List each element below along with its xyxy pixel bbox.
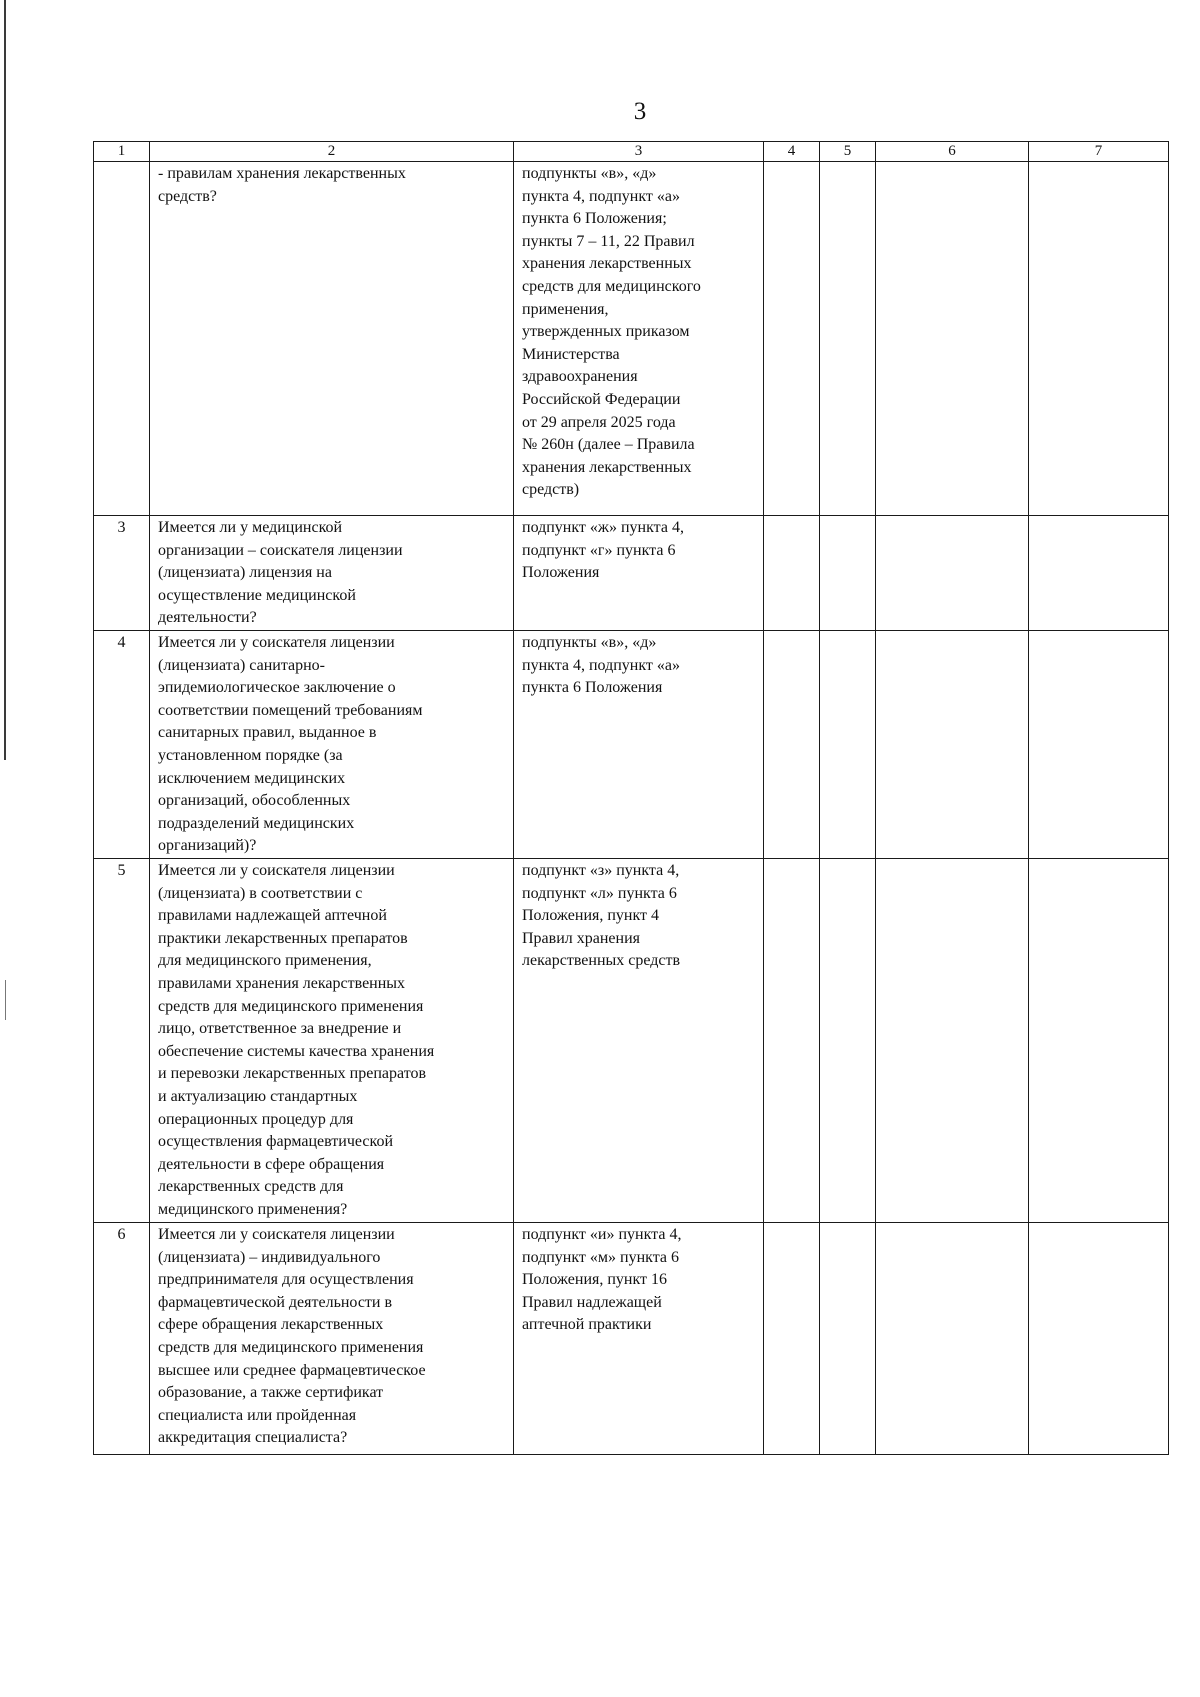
note-cell <box>1029 858 1169 1222</box>
question-text: Имеется ли у соискателя лицензии (лицензиата) санитарно- эпидемиологическое заключение о соответствии помещений требованиям санитарных правил, выданное в установленном порядке (за исключением медицинских организаций, обособленных подразделений медицинских организаций)? <box>150 630 514 858</box>
answer-cell <box>820 516 876 631</box>
answer-cell <box>764 516 820 631</box>
table-row <box>94 630 1169 858</box>
answer-cell <box>820 1222 876 1454</box>
column-header: 7 <box>1029 142 1169 162</box>
column-header: 3 <box>514 142 764 162</box>
question-text: Имеется ли у соискателя лицензии (лицензиата) – индивидуального предпринимателя для осуществления фармацевтической деятельности в сфере обращения лекарственных средств для медицинского применения высшее или среднее фармацевтическое образование, а также сертификат специалиста или пройденная аккредитация специалиста? <box>150 1222 514 1454</box>
legal-reference: подпункты «в», «д» пункта 4, подпункт «а» пункта 6 Положения <box>514 630 764 858</box>
column-number-row <box>94 142 1169 162</box>
note-cell <box>1029 162 1169 516</box>
row-number: 3 <box>94 516 150 631</box>
answer-cell <box>876 516 1029 631</box>
column-header: 1 <box>94 142 150 162</box>
column-header: 5 <box>820 142 876 162</box>
row-number <box>94 162 150 516</box>
legal-reference: подпункты «в», «д» пункта 4, подпункт «а» пункта 6 Положения; пункты 7 – 11, 22 Правил хранения лекарственных средств для медицинского применения, утвержденных приказом Министерства здравоохранения Российской Федерации от 29 апреля 2025 года № 260н (далее – Правила хранения лекарственных средств) <box>514 162 764 516</box>
question-text: - правилам хранения лекарственных средств? <box>150 162 514 516</box>
table-row <box>94 516 1169 631</box>
answer-cell <box>876 858 1029 1222</box>
note-cell <box>1029 1222 1169 1454</box>
legal-reference: подпункт «з» пункта 4, подпункт «л» пункта 6 Положения, пункт 4 Правил хранения лекарственных средств <box>514 858 764 1222</box>
table-row <box>94 858 1169 1222</box>
answer-cell <box>876 630 1029 858</box>
question-text: Имеется ли у соискателя лицензии (лицензиата) в соответствии с правилами надлежащей аптечной практики лекарственных препаратов для медицинского применения, правилами хранения лекарственных средств для медицинского применения лицо, ответственное за внедрение и обеспечение системы качества хранения и перевозки лекарственных препаратов и актуализацию стандартных операционных процедур для осуществления фармацевтической деятельности в сфере обращения лекарственных средств для медицинского применения? <box>150 858 514 1222</box>
table-row <box>94 1222 1169 1454</box>
row-number: 4 <box>94 630 150 858</box>
column-header: 4 <box>764 142 820 162</box>
page-number: 3 <box>633 98 647 125</box>
table-row <box>94 162 1169 516</box>
legal-reference: подпункт «ж» пункта 4, подпункт «г» пункта 6 Положения <box>514 516 764 631</box>
answer-cell <box>764 630 820 858</box>
answer-cell <box>820 630 876 858</box>
answer-cell <box>764 162 820 516</box>
answer-cell <box>764 858 820 1222</box>
answer-cell <box>820 162 876 516</box>
answer-cell <box>764 1222 820 1454</box>
note-cell <box>1029 516 1169 631</box>
answer-cell <box>876 1222 1029 1454</box>
note-cell <box>1029 630 1169 858</box>
row-number: 6 <box>94 1222 150 1454</box>
question-text: Имеется ли у медицинской организации – соискателя лицензии (лицензиата) лицензия на осуществление медицинской деятельности? <box>150 516 514 631</box>
scan-edge-mark <box>5 980 6 1020</box>
row-number: 5 <box>94 858 150 1222</box>
answer-cell <box>820 858 876 1222</box>
answer-cell <box>876 162 1029 516</box>
legal-reference: подпункт «и» пункта 4, подпункт «м» пункта 6 Положения, пункт 16 Правил надлежащей аптечной практики <box>514 1222 764 1454</box>
column-header: 2 <box>150 142 514 162</box>
column-header: 6 <box>876 142 1029 162</box>
requirements-table <box>93 141 1169 1455</box>
